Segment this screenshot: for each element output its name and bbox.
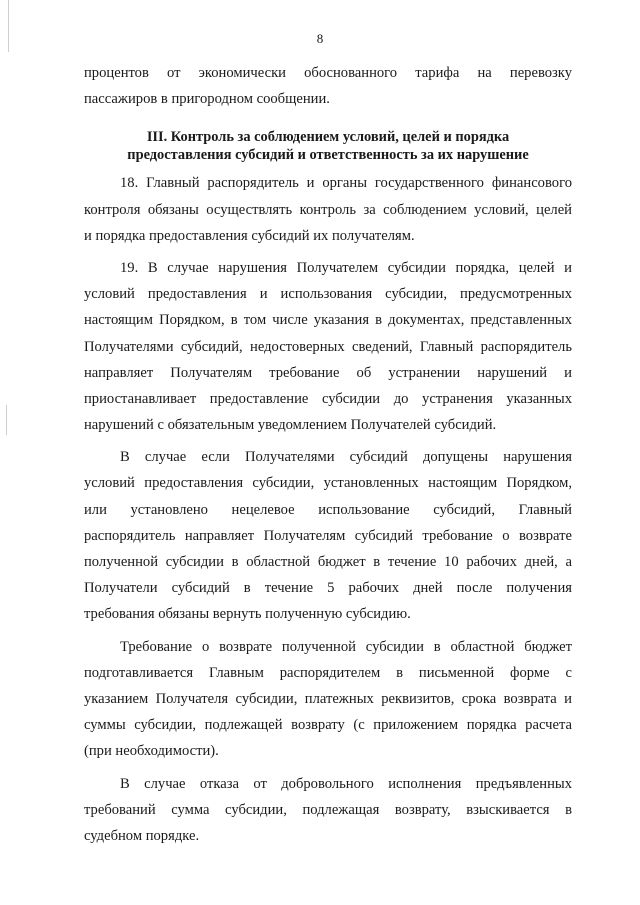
text-line: полученной субсидии в областной бюджет в течение 10 рабочих дней, а	[84, 554, 572, 570]
text-line: условий предоставления субсидии, установленных настоящим Порядком,	[84, 475, 572, 492]
text-line: приостанавливает предоставление субсидии до устранения указанных	[84, 390, 572, 407]
section-heading-line: предоставления субсидий и ответственность за их нарушение	[127, 147, 529, 164]
text-line: контроля обязаны осуществлять контроль за соблюдением условий, целей	[84, 201, 572, 218]
text-line: пассажиров в пригородном сообщении.	[84, 91, 330, 108]
text-line: распорядитель направляет Получателям субсидий требование о возврате	[84, 527, 572, 544]
text-line: Получателями субсидий, недостоверных сведений, Главный распорядитель	[84, 338, 572, 355]
text-line: требования обязаны вернуть полученную субсидию.	[84, 606, 411, 623]
text-line: и порядка предоставления субсидий их получателям.	[84, 227, 415, 244]
text-line: требований сумма субсидии, подлежащая возврату, взыскивается в	[84, 801, 572, 818]
text-line: 19. В случае нарушения Получателем субсидии порядка, целей и	[120, 259, 572, 276]
paragraph-18	[84, 170, 572, 249]
text-line: нарушений с обязательным уведомлением Получателей субсидий.	[84, 417, 497, 434]
paragraph-violations	[84, 444, 572, 627]
paragraph-court-recovery	[84, 771, 572, 850]
text-line: Получатели субсидий в течение 5 рабочих дней после получения	[84, 580, 572, 597]
text-line: настоящим Порядком, в том числе указания в документах, представленных	[84, 312, 572, 329]
paragraph-refund-requirement	[84, 634, 572, 765]
text-line: процентов от экономически обоснованного тарифа на перевозку	[84, 65, 572, 81]
text-line: 18. Главный распорядитель и органы государственного финансового	[120, 175, 572, 192]
text-line: Требование о возврате полученной субсидии в областной бюджет	[120, 638, 572, 655]
text-line: суммы субсидии, подлежащей возврату (с приложением порядка расчета	[84, 717, 572, 734]
text-line: или установлено нецелевое использование субсидий, Главный	[84, 501, 572, 518]
text-line: указанием Получателя субсидии, платежных реквизитов, срока возврата и	[84, 690, 572, 707]
scan-edge-mark	[6, 405, 7, 435]
text-line: В случае если Получателями субсидий допущены нарушения	[120, 449, 572, 466]
section-heading-line: III. Контроль за соблюдением условий, целей и порядка	[146, 129, 510, 146]
text-line: условий предоставления и использования субсидии, предусмотренных	[84, 286, 572, 303]
section-heading	[84, 128, 572, 164]
text-line: В случае отказа от добровольного исполнения предъявленных	[120, 775, 572, 792]
text-line: подготавливается Главным распорядителем в письменной форме с	[84, 664, 572, 681]
text-line: (при необходимости).	[84, 743, 219, 760]
continuation-text	[84, 60, 572, 112]
text-line: судебном порядке.	[84, 827, 200, 844]
document-body	[84, 60, 572, 849]
text-line: направляет Получателям требование об устранении нарушений и	[84, 364, 572, 381]
page-number: 8	[316, 31, 324, 46]
paragraph-19	[84, 255, 572, 438]
